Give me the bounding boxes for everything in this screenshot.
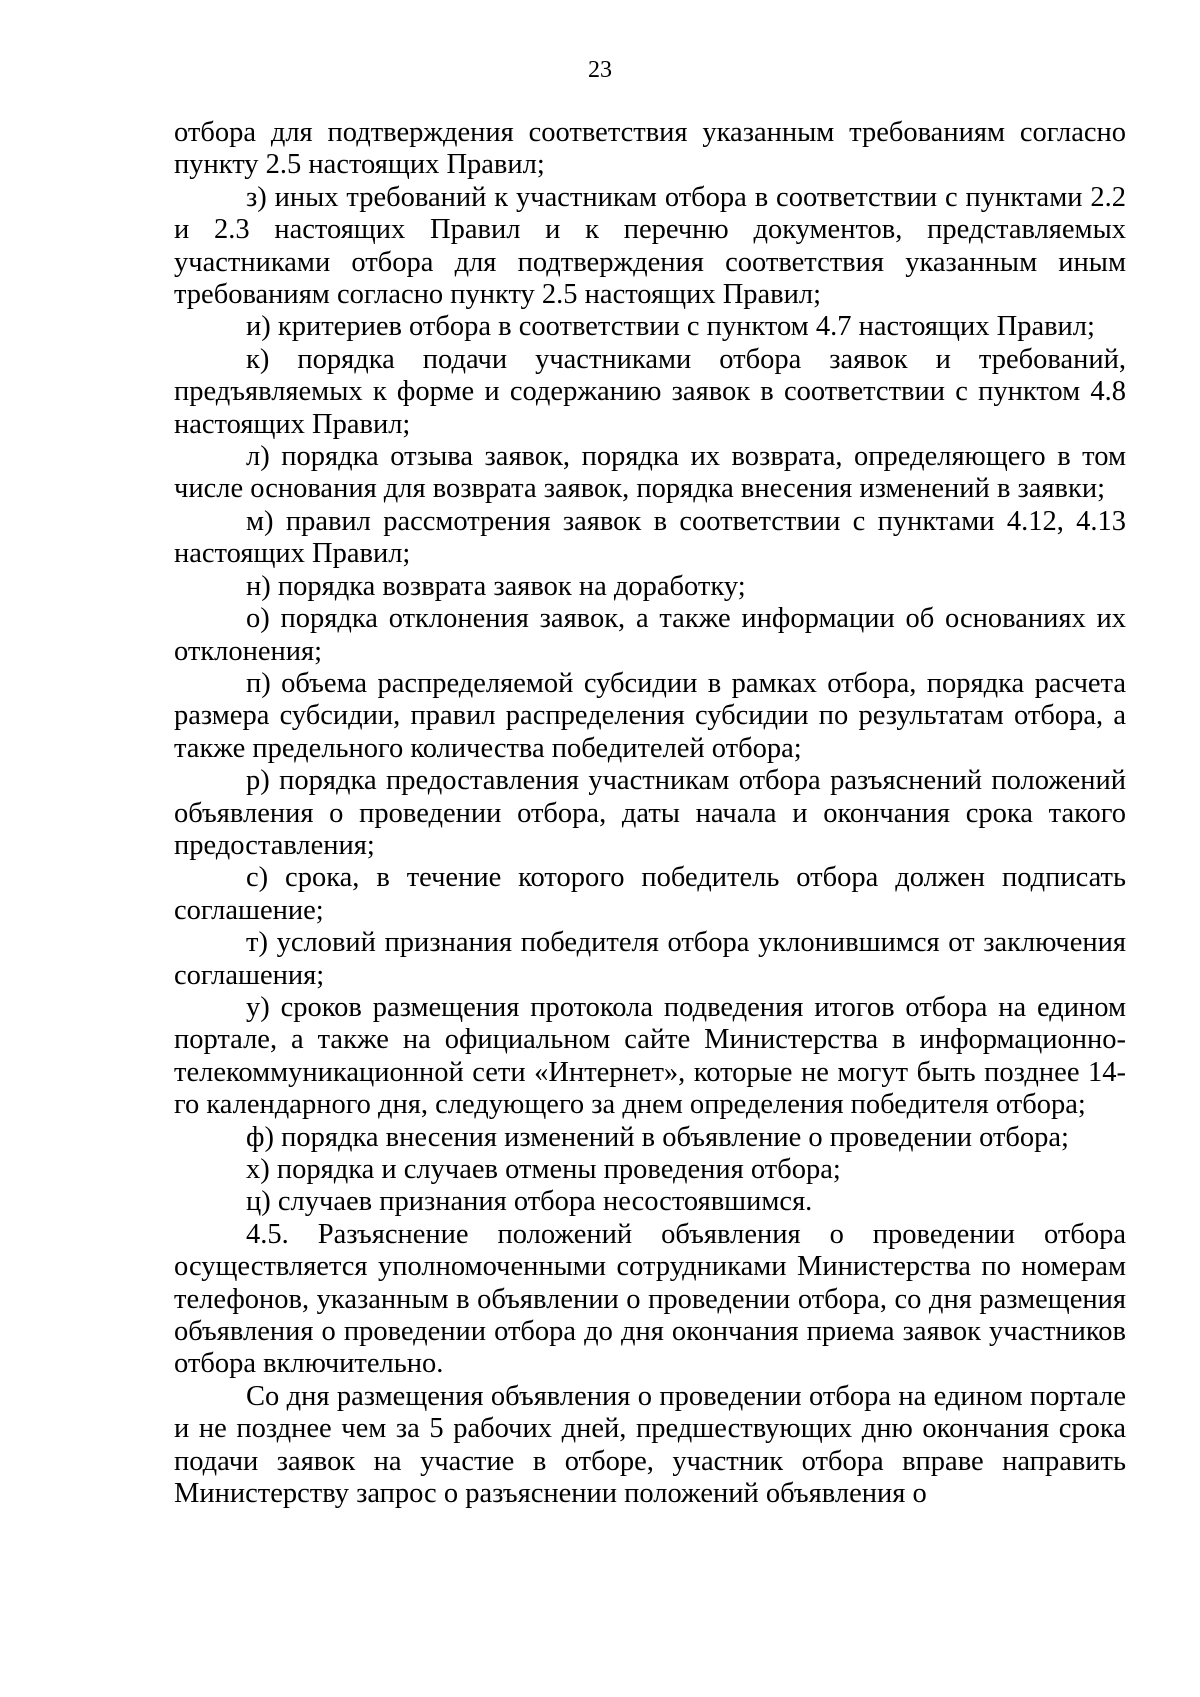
document-body [174,117,1126,1510]
paragraph-item-kh: х) порядка и случаев отмены проведения отбора; [246,1154,841,1185]
paragraph-item-u: у) сроков размещения протокола подведения итогов отбора на едином портале, а также на официальном сайте Министерства в информационно-телекоммуникационной сети «Интернет», которые не могут быть позднее 14-го календарного дня, следующего за днем определения победителя отбора; [174,991,1126,1121]
paragraph-item-o: о) порядка отклонения заявок, а также информации об основаниях их отклонения; [174,603,1126,667]
paragraph-clarification-request: Со дня размещения объявления о проведении отбора на едином портале и не позднее чем за 5 рабочих дней, предшествующих дню окончания срока подачи заявок на участие в отборе, участник отбора вправе направить Министерству запрос о разъяснении положений объявления о [174,1380,1126,1510]
paragraph-item-t: т) условий признания победителя отбора уклонившимся от заключения соглашения; [174,927,1126,991]
paragraph-item-l: л) порядка отзыва заявок, порядка их возврата, определяющего в том числе основания для возврата заявок, порядка внесения изменений в заявки; [174,441,1126,505]
paragraph-item-n: н) порядка возврата заявок на доработку; [246,570,746,602]
paragraph-section-4-5: 4.5. Разъяснение положений объявления о проведении отбора осуществляется уполномоченными сотрудниками Министерства по номерам телефонов, указанным в объявлении о проведении отбора, со дня размещения объявления о проведении отбора до дня окончания приема заявок участников отбора включительно. [174,1218,1126,1380]
paragraph-item-r: р) порядка предоставления участникам отбора разъяснений положений объявления о проведении отбора, даты начала и окончания срока такого предоставления; [174,765,1126,861]
page-number: 23 [588,57,612,83]
paragraph-item-z: з) иных требований к участникам отбора в соответствии с пунктами 2.2 и 2.3 настоящих Правил и к перечню документов, представляемых участниками отбора для подтверждения соответствия указанным иным требованиям согласно пункту 2.5 настоящих Правил; [174,181,1126,311]
paragraph-item-m: м) правил рассмотрения заявок в соответствии с пунктами 4.12, 4.13 настоящих Правил; [174,505,1126,570]
paragraph-item-p: п) объема распределяемой субсидии в рамках отбора, порядка расчета размера субсидии, правил распределения субсидии по результатам отбора, а также предельного количества победителей отбора; [174,667,1126,764]
paragraph-continuation: отбора для подтверждения соответствия указанным требованиям согласно пункту 2.5 настоящих Правил; [174,117,1126,181]
paragraph-item-i: и) критериев отбора в соответствии с пунктом 4.7 настоящих Правил; [246,311,1095,343]
paragraph-item-ts: ц) случаев признания отбора несостоявшимся. [246,1186,813,1218]
paragraph-item-s: с) срока, в течение которого победитель отбора должен подписать соглашение; [174,862,1126,926]
paragraph-item-k: к) порядка подачи участниками отбора заявок и требований, предъявляемых к форме и содержанию заявок в соответствии с пунктом 4.8 настоящих Правил; [174,343,1126,440]
paragraph-item-f: ф) порядка внесения изменений в объявление о проведении отбора; [246,1121,1069,1153]
